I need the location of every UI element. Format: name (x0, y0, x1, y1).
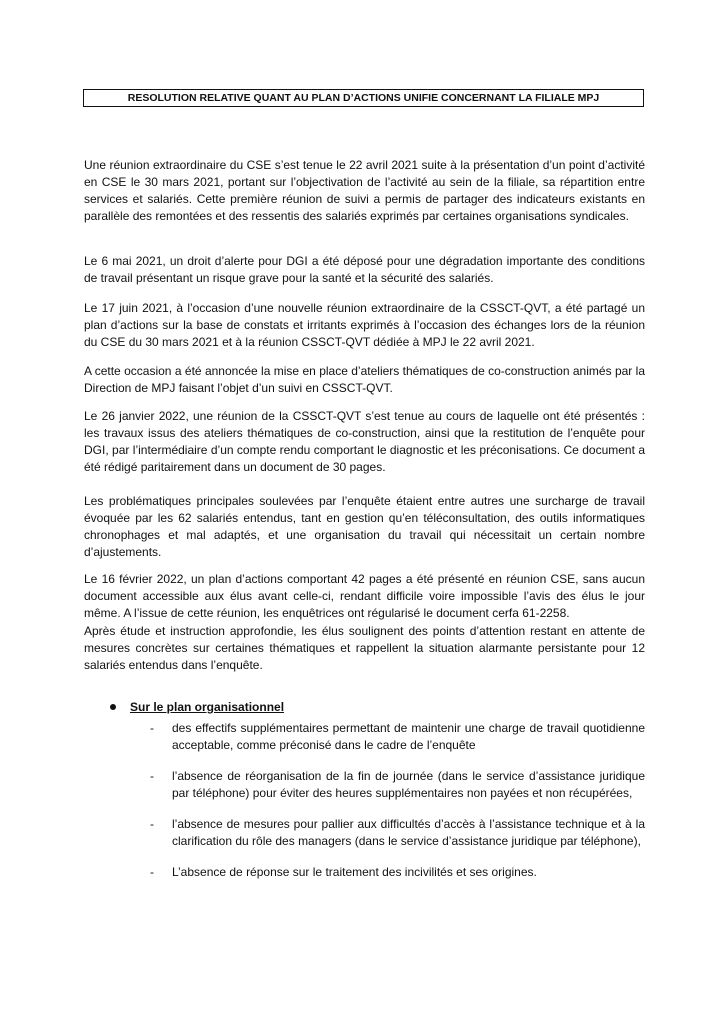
dash-marker: - (150, 865, 154, 879)
list-item (150, 768, 645, 802)
paragraph-8: Après étude et instruction approfondie, les élus soulignent des points d’attention restant en attente de mesures concrètes sur certaines thématiques et rappellent la situation alarmante persistante pour 12 salariés entendus dans l’enquête. (84, 624, 645, 672)
document-title: RESOLUTION RELATIVE QUANT AU PLAN D’ACTIONS UNIFIE CONCERNANT LA FILIALE MPJ (83, 89, 644, 107)
dash-marker: - (150, 817, 154, 831)
paragraph-5: Le 26 janvier 2022, une réunion de la CSSCT-QVT s’est tenue au cours de laquelle ont été présentés : les travaux issus des ateliers thématiques de co-construction, ainsi que la restitution de l’enquête pour DGI, par l’intermédiaire d’un compte rendu comportant le diagnostic et les préconisations. Ce document a été rédigé paritairement dans un document de 30 pages. (84, 409, 645, 474)
list-item-text: L’absence de réponse sur le traitement des incivilités et ses origines. (172, 865, 537, 879)
list-item-text: des effectifs supplémentaires permettant de maintenir une charge de travail quotidienne acceptable, comme préconisé dans le cadre de l’enquête (172, 721, 645, 752)
list-item (150, 816, 645, 850)
paragraph-2: Le 6 mai 2021, un droit d’alerte pour DGI a été déposé pour une dégradation importante des conditions de travail présentant un risque grave pour la santé et la sécurité des salariés. (84, 254, 645, 285)
bullet-icon (110, 704, 116, 710)
paragraph-7: Le 16 février 2022, un plan d’actions comportant 42 pages a été présenté en réunion CSE, sans aucun document accessible aux élus avant celle-ci, rendant difficile voire impossible l’avis des élus le jour même. A l’issue de cette réunion, les enquêtrices ont régularisé le document cerfa 61-2258. (84, 572, 645, 620)
organisational-points-list (150, 720, 645, 895)
paragraph-4: A cette occasion a été annoncée la mise en place d’ateliers thématiques de co-construction animés par la Direction de MPJ faisant l’objet d’un suivi en CSSCT-QVT. (84, 364, 645, 395)
paragraph-3: Le 17 juin 2021, à l’occasion d’une nouvelle réunion extraordinaire de la CSSCT-QVT, a été partagé un plan d’actions sur la base de constats et irritants exprimés à l’occasion des échanges lors de la réunion du CSE du 30 mars 2021 et à la réunion CSSCT-QVT dédiée à MPJ le 22 avril 2021. (84, 301, 645, 349)
section-heading-label: Sur le plan organisationnel (130, 700, 285, 714)
list-item-text: l’absence de mesures pour pallier aux difficultés d’accès à l’assistance technique et à la clarification du rôle des managers (dans le service d’assistance juridique par téléphone), (172, 817, 645, 848)
list-item-text: l’absence de réorganisation de la fin de journée (dans le service d’assistance juridique par téléphone) pour éviter des heures supplémentaires non payées et non récupérées, (172, 769, 645, 800)
paragraph-1: Une réunion extraordinaire du CSE s’est tenue le 22 avril 2021 suite à la présentation d’un point d’activité en CSE le 30 mars 2021, portant sur l’objectivation de l’activité au sein de la filiale, sa répartition entre services et salariés. Cette première réunion de suivi a permis de partager des indicateurs existants en parallèle des remontées et des ressentis des salariés exprimés par certaines organisations syndicales. (84, 158, 645, 223)
paragraph-6: Les problématiques principales soulevées par l’enquête étaient entre autres une surcharge de travail évoquée par les 62 salariés entendus, tant en gestion qu’en téléconsultation, des outils informatiques chronophages et mal adaptés, et une organisation du travail qui nécessitait un certain nombre d’ajustements. (84, 494, 645, 559)
dash-marker: - (150, 721, 154, 735)
list-item (150, 720, 645, 754)
list-item (150, 864, 645, 881)
dash-marker: - (150, 769, 154, 783)
section-heading (110, 700, 284, 714)
